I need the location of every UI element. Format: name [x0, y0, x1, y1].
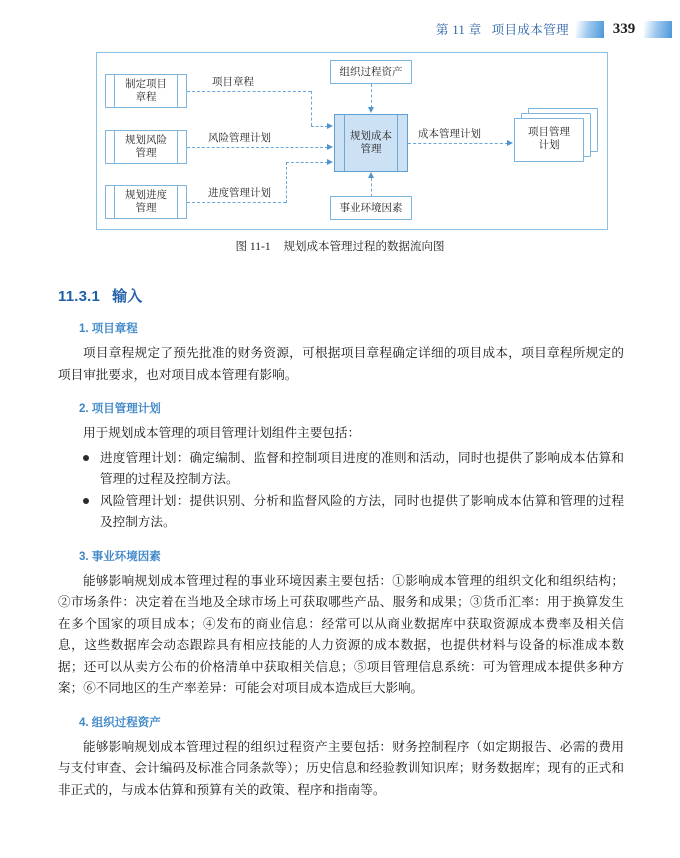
connector-schedule-h2 [286, 162, 328, 163]
header-chapter-number: 第 11 章 [435, 23, 482, 37]
connector-charter-v [311, 91, 312, 126]
subsection-heading-4: 4. 组织过程资产 [79, 716, 161, 729]
header-decoration-block-left [576, 21, 604, 38]
flow-label-cost-plan: 成本管理计划 [418, 129, 481, 140]
connector-eef-v [371, 178, 372, 197]
paragraph: 能够影响规划成本管理过程的事业环境因素主要包括：①影响成本管理的组织文化和组织结构；②市场条件：决定着在当地及全球市场上可获取哪些产品、服务和成果；③货币汇率：用于换算发生在多个国家的项目成本；④发布的商业信息：经常可以从商业数据库中获取资源成本费率及相关信息，这些数据库会动态跟踪具有相应技能的人力资源的成本数据，也提供材料与设备的标准成本数据；还可以从卖方公布的价格清单中获取相关信息；⑤项目管理信息系统：可为管理成本提供多种方案；⑥不同地区的生产率差异：可能会对项目成本造成巨大影响。 [58, 573, 624, 695]
list-item [58, 491, 624, 534]
page-number: 339 [612, 20, 636, 37]
connector-charter-h2 [311, 126, 328, 127]
connector-opa-v [371, 84, 372, 108]
node-line-2: 管理 [135, 148, 157, 159]
header-decoration-block-right [644, 21, 672, 38]
section-title: 输入 [112, 288, 143, 305]
diagram-node-enterprise-environmental-factors [330, 196, 412, 220]
list-item [58, 448, 624, 491]
connector-output-h [408, 143, 508, 144]
flow-label-charter: 项目章程 [212, 77, 254, 88]
node-line-1: 规划风险 [125, 135, 167, 146]
page-header [0, 16, 680, 42]
document-sheet-front [514, 118, 584, 162]
diagram-node-project-management-plan [514, 108, 600, 170]
paragraph: 能够影响规划成本管理过程的组织过程资产主要包括：财务控制程序（如定期报告、必需的费用与支付审查、会计编码及标准合同条款等）；历史信息和经验教训知识库；财务数据库；现有的正式和非正式的，与成本估算和预算有关的政策、程序和指南等。 [58, 739, 624, 797]
document-line-1: 项目管理 [528, 127, 570, 138]
arrowhead-risk [327, 144, 333, 150]
list-item-text: 进度管理计划：确定编制、监督和控制项目进度的准则和活动，同时也提供了影响成本估算和管理的过程及控制方法。 [100, 450, 624, 486]
connector-schedule-v [286, 162, 287, 203]
node-line-2: 管理 [360, 144, 382, 155]
diagram-node-organizational-process-assets [330, 60, 412, 84]
connector-risk-h [187, 147, 328, 148]
subsection-heading-1: 1. 项目章程 [79, 323, 138, 335]
bullet-dot-icon [83, 498, 89, 504]
bullet-list [58, 448, 624, 534]
diagram-node-plan-schedule-management [105, 185, 187, 219]
figure-caption-text: 规划成本管理过程的数据流向图 [283, 241, 445, 253]
subsection-heading-2: 2. 项目管理计划 [79, 403, 161, 415]
document-line-2: 计划 [538, 140, 560, 151]
paragraph: 用于规划成本管理的项目管理计划组件主要包括： [83, 426, 361, 440]
connector-charter-h1 [187, 91, 311, 92]
arrowhead-charter [327, 123, 333, 129]
subsection-heading-3: 3. 事业环境因素 [79, 550, 161, 563]
node-line-1: 规划成本 [350, 131, 392, 142]
bullet-dot-icon [83, 455, 89, 461]
list-item-text: 风险管理计划：提供识别、分析和监督风险的方法，同时也提供了影响成本估算和管理的过程及控制方法。 [100, 493, 624, 529]
flow-label-schedule-plan: 进度管理计划 [208, 188, 271, 199]
arrowhead-opa [368, 107, 374, 113]
figure-caption [0, 238, 680, 254]
figure-data-flow-diagram [96, 52, 608, 230]
diagram-node-plan-cost-management [334, 114, 408, 172]
section-heading [58, 285, 624, 306]
arrowhead-output [507, 140, 513, 146]
node-line-2: 章程 [135, 92, 157, 103]
node-line-2: 管理 [135, 203, 157, 214]
figure-caption-number: 图 11-1 [235, 241, 271, 253]
node-line-1: 制定项目 [125, 79, 167, 90]
node-label: 组织过程资产 [339, 66, 403, 78]
flow-label-risk-plan: 风险管理计划 [208, 133, 271, 144]
connector-schedule-h1 [187, 202, 286, 203]
arrowhead-schedule [327, 159, 333, 165]
diagram-node-develop-charter [105, 74, 187, 108]
paragraph: 项目章程规定了预先批准的财务资源，可根据项目章程确定详细的项目成本，项目章程所规定的项目审批要求，也对项目成本管理有影响。 [58, 346, 624, 382]
diagram-node-plan-risk-management [105, 130, 187, 164]
section-number: 11.3.1 [58, 288, 101, 305]
arrowhead-eef [368, 172, 374, 178]
document-body [58, 285, 624, 804]
node-label: 事业环境因素 [339, 202, 403, 214]
header-chapter-title: 项目成本管理 [491, 23, 569, 37]
node-line-1: 规划进度 [125, 190, 167, 201]
